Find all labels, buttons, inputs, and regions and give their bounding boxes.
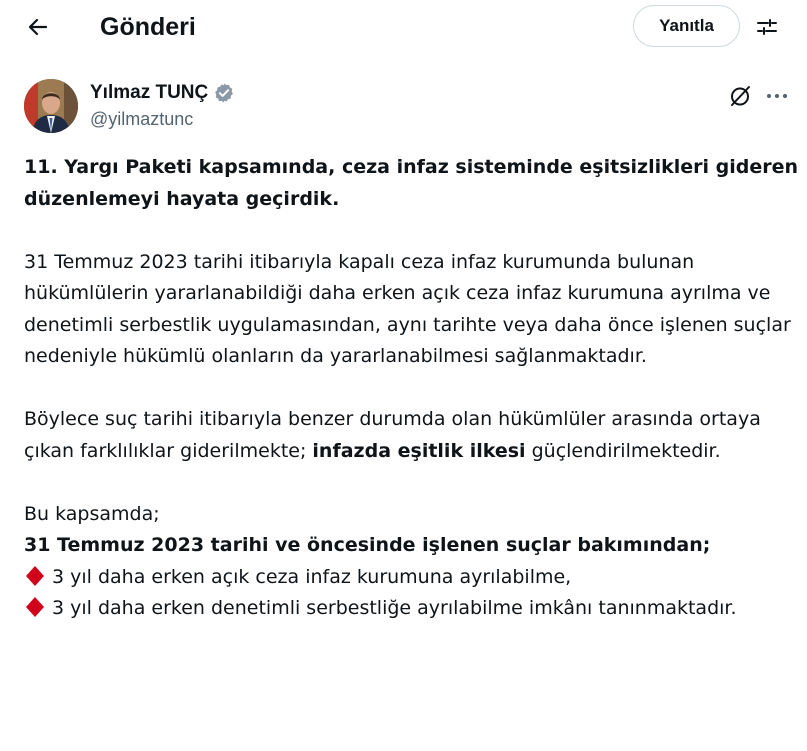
spacer	[24, 215, 799, 247]
post-paragraph-2	[24, 404, 799, 467]
paragraph-2-end: güçlendirilmektedir.	[525, 439, 721, 462]
arrow-left-icon	[26, 15, 50, 39]
paragraph-2-bold: infazda eşitlik ilkesi	[312, 439, 526, 462]
bullet-item-1	[24, 562, 799, 594]
post-intro: 11. Yargı Paketi kapsamında, ceza infaz sisteminde eşitsizlikleri gideren düzenlemeyi hayata geçirdik.	[24, 156, 799, 210]
author-handle[interactable]: @yilmaztunc	[90, 109, 194, 129]
post-paragraph-1: 31 Temmuz 2023 tarihi itibarıyla kapalı ceza infaz kurumunda bulunan hükümlülerin yararlanabildiği daha erken açık ceza infaz kurumuna ayrılma ve denetimli serbestlik uygulamasından, aynı tarihte veya daha önce işlenen suçlar nedeniyle hükümlü olanların da yararlanabilmesi sağlanmaktadır.	[24, 250, 791, 367]
bullet-2-text: 3 yıl daha erken denetimli serbestliğe ayrılabilme imkânı tanınmaktadır.	[52, 597, 737, 619]
bullet-1-text: 3 yıl daha erken açık ceza infaz kurumuna ayrılabilme,	[52, 565, 572, 588]
spacer	[24, 467, 799, 499]
sliders-icon	[755, 15, 779, 39]
grok-icon	[728, 84, 752, 108]
back-button[interactable]	[18, 7, 58, 47]
verified-badge-icon[interactable]	[213, 82, 235, 104]
bullet-item-2	[24, 593, 799, 625]
adjust-button[interactable]	[747, 7, 787, 47]
scope-intro: Bu kapsamda;	[24, 502, 160, 525]
more-dots-icon	[765, 84, 789, 108]
author-name[interactable]	[90, 81, 235, 105]
page-header	[0, 0, 807, 54]
grok-button[interactable]	[726, 82, 754, 110]
post-text	[24, 152, 799, 625]
red-diamond-icon	[24, 566, 46, 586]
spacer	[24, 373, 799, 405]
author-name-text: Yılmaz TUNÇ	[90, 82, 209, 103]
avatar-photo	[24, 79, 78, 133]
red-diamond-icon	[24, 597, 46, 617]
scope-heading: 31 Temmuz 2023 tarihi ve öncesinde işlenen suçlar bakımından;	[24, 534, 711, 556]
reply-button[interactable]: Yanıtla	[633, 5, 740, 47]
paragraph-2-start: Böylece suç tarihi itibarıyla benzer durumda olan hükümlüler arasında ortaya çıkan farklılıklar giderilmekte;	[24, 408, 761, 462]
avatar[interactable]	[24, 79, 78, 133]
page-title: Gönderi	[100, 13, 196, 41]
more-options-button[interactable]	[762, 82, 792, 110]
